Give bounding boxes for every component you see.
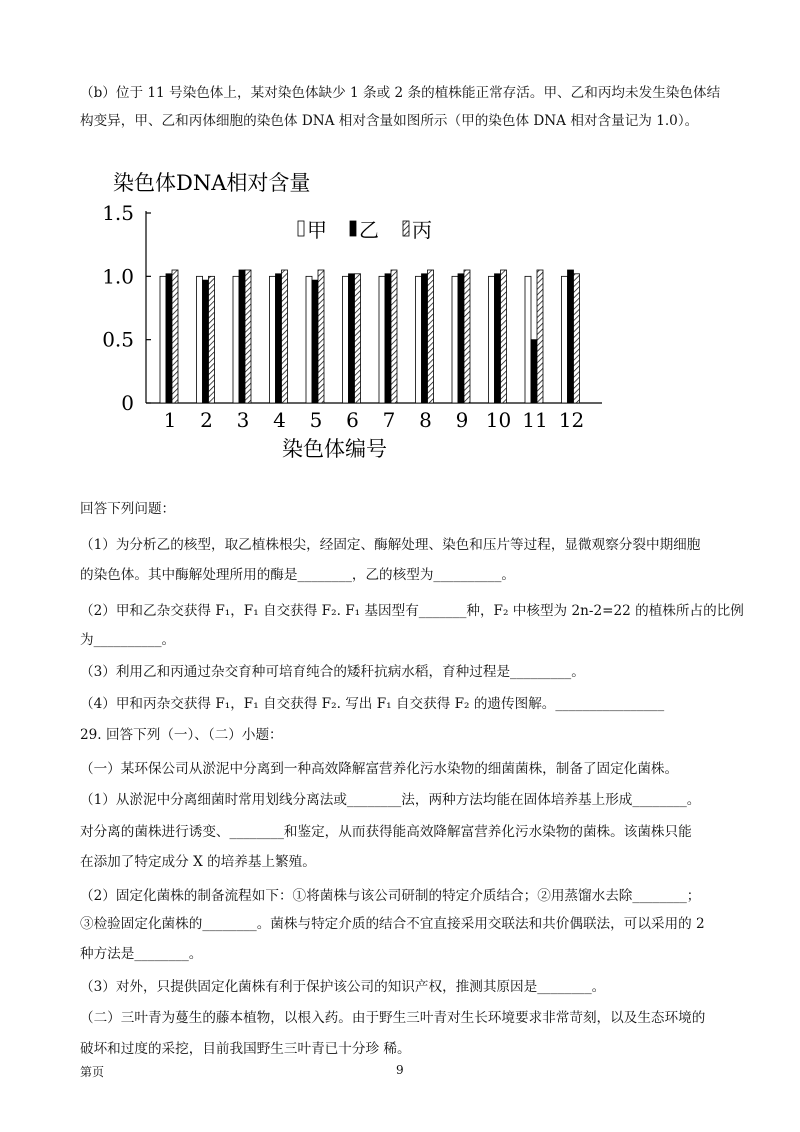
question-2-line-2: 为__________。 xyxy=(80,632,176,648)
bar-丙-4 xyxy=(282,270,288,403)
q29-sub3: （3）对外，只提供固定化菌株有利于保护该公司的知识产权，推测其原因是________。 xyxy=(80,979,606,995)
x-tick-label: 5 xyxy=(309,408,323,432)
bar-丙-6 xyxy=(355,274,361,403)
bar-丙-7 xyxy=(391,270,397,403)
q29-sub2-line-3: 种方法是________。 xyxy=(80,946,203,962)
bar-丙-10 xyxy=(501,270,507,403)
q29-sub1-line-1: （1）从淤泥中分离细菌时常用划线分离法或________法，两种方法均能在固体培养基上形成________。 xyxy=(80,792,701,808)
bar-甲-11 xyxy=(525,276,531,403)
legend-label: 乙 xyxy=(359,218,379,242)
x-tick-label: 4 xyxy=(273,408,286,432)
bar-甲-12 xyxy=(562,276,568,403)
bar-甲-3 xyxy=(233,276,239,403)
intro-line-2: 构变异，甲、乙和丙体细胞的染色体 DNA 相对含量如图所示（甲的染色体 DNA 相对含量记为 1.0）。 xyxy=(80,113,699,129)
question-4: （4）甲和丙杂交获得 F₁，F₁ 自交获得 F₂. 写出 F₁ 自交获得 F₂ 的遗传图解。________________ xyxy=(80,696,665,712)
question-2-line-1: （2）甲和乙杂交获得 F₁，F₁ 自交获得 F₂. F₁ 基因型有_______种，F₂ 中核型为 2n-2=22 的植株所占的比例 xyxy=(80,603,744,619)
q29-sub1-line-2: 对分离的菌株进行诱变、________和鉴定，从而获得能高效降解富营养化污水染物的菌株。该菌株只能 xyxy=(80,824,692,840)
bar-乙-7 xyxy=(385,274,391,403)
q29-part1: （一）某环保公司从淤泥中分离到一种高效降解富营养化污水染物的细菌菌株，制备了固定化菌株。 xyxy=(80,761,679,777)
q29-sub1-line-3: 在添加了特定成分 X 的培养基上繁殖。 xyxy=(80,854,316,870)
bar-乙-9 xyxy=(458,274,464,403)
x-tick-label: 11 xyxy=(522,408,548,432)
x-tick-label: 12 xyxy=(558,408,585,432)
bar-丙-9 xyxy=(464,270,470,403)
bar-甲-5 xyxy=(306,276,312,403)
bar-乙-8 xyxy=(422,274,428,403)
x-tick-label: 9 xyxy=(455,408,469,432)
bar-乙-10 xyxy=(495,274,501,403)
question-1-line-2: 的染色体。其中酶解处理所用的酶是________，乙的核型为__________。 xyxy=(80,567,515,583)
legend-swatch-甲 xyxy=(298,221,304,236)
x-tick-label: 6 xyxy=(346,408,359,432)
q29-title: 29. 回答下列（一）、（二）小题： xyxy=(80,727,283,743)
bar-丙-3 xyxy=(245,270,251,403)
bar-乙-2 xyxy=(203,280,209,403)
bar-甲-6 xyxy=(343,276,349,403)
x-tick-label: 1 xyxy=(163,408,177,432)
bar-丙-8 xyxy=(428,270,434,403)
x-tick-label: 7 xyxy=(382,408,396,432)
q29-part2-line-2: 破坏和过度的采挖，目前我国野生三叶青已十分珍 稀。 xyxy=(80,1041,411,1057)
x-axis-label: 染色体编号 xyxy=(282,437,387,461)
bar-乙-3 xyxy=(239,270,245,403)
bar-乙-1 xyxy=(166,274,172,403)
footer-page-number: 9 xyxy=(396,1063,404,1077)
legend-label: 甲 xyxy=(307,218,327,242)
dna-content-chart xyxy=(0,0,800,480)
q29-sub2-line-2: ③检验固定化菌株的________。菌株与特定介质的结合不宜直接采用交联法和共价偶联法，可以采用的 2 xyxy=(80,916,705,932)
question-1-line-1: （1）为分析乙的核型，取乙植株根尖，经固定、酶解处理、染色和压片等过程，显微观察分裂中期细胞 xyxy=(80,537,701,553)
bar-丙-12 xyxy=(574,274,580,403)
bar-丙-11 xyxy=(537,270,543,403)
bar-甲-9 xyxy=(452,276,458,403)
y-tick-label: 1.5 xyxy=(102,201,134,225)
footer-page-label: 第页 xyxy=(80,1065,105,1079)
bar-甲-1 xyxy=(160,276,166,403)
bar-乙-6 xyxy=(349,274,355,403)
legend-swatch-丙 xyxy=(403,221,409,236)
bar-丙-2 xyxy=(209,276,215,403)
x-tick-label: 3 xyxy=(236,408,250,432)
chart-title: 染色体DNA相对含量 xyxy=(113,171,311,195)
legend-label: 丙 xyxy=(412,218,432,242)
x-tick-label: 2 xyxy=(200,408,213,432)
x-tick-label: 10 xyxy=(485,408,512,432)
question-3: （3）利用乙和丙通过杂交育种可培育纯合的矮秆抗病水稻，育种过程是_________。 xyxy=(80,664,585,680)
bar-甲-7 xyxy=(379,276,385,403)
bar-丙-5 xyxy=(318,270,324,403)
q29-sub2-line-1: （2）固定化菌株的制备流程如下：①将菌株与该公司研制的特定介质结合；②用蒸馏水去除________； xyxy=(80,888,701,904)
bar-丙-1 xyxy=(172,270,178,403)
bar-乙-5 xyxy=(312,280,318,403)
bar-甲-8 xyxy=(416,276,422,403)
bar-甲-4 xyxy=(270,276,276,403)
y-tick-label: 0.5 xyxy=(102,327,134,352)
y-tick-label: 0 xyxy=(121,391,134,415)
bar-乙-12 xyxy=(568,270,574,403)
intro-line-1: （b）位于 11 号染色体上，某对染色体缺少 1 条或 2 条的植株能正常存活。甲、乙和丙均未发生染色体结 xyxy=(80,85,721,101)
q29-part2-line-1: （二）三叶青为蔓生的藤本植物，以根入药。由于野生三叶青对生长环境要求非常苛刻，以及生态环境的 xyxy=(80,1010,706,1026)
x-tick-label: 8 xyxy=(419,408,432,432)
bar-甲-2 xyxy=(197,276,203,403)
bar-乙-11 xyxy=(531,340,537,403)
questions-lead: 回答下列问题： xyxy=(80,501,176,517)
bar-甲-10 xyxy=(489,276,495,403)
bar-乙-4 xyxy=(276,274,282,403)
y-tick-label: 1.0 xyxy=(102,264,134,289)
legend-swatch-乙 xyxy=(350,221,356,236)
